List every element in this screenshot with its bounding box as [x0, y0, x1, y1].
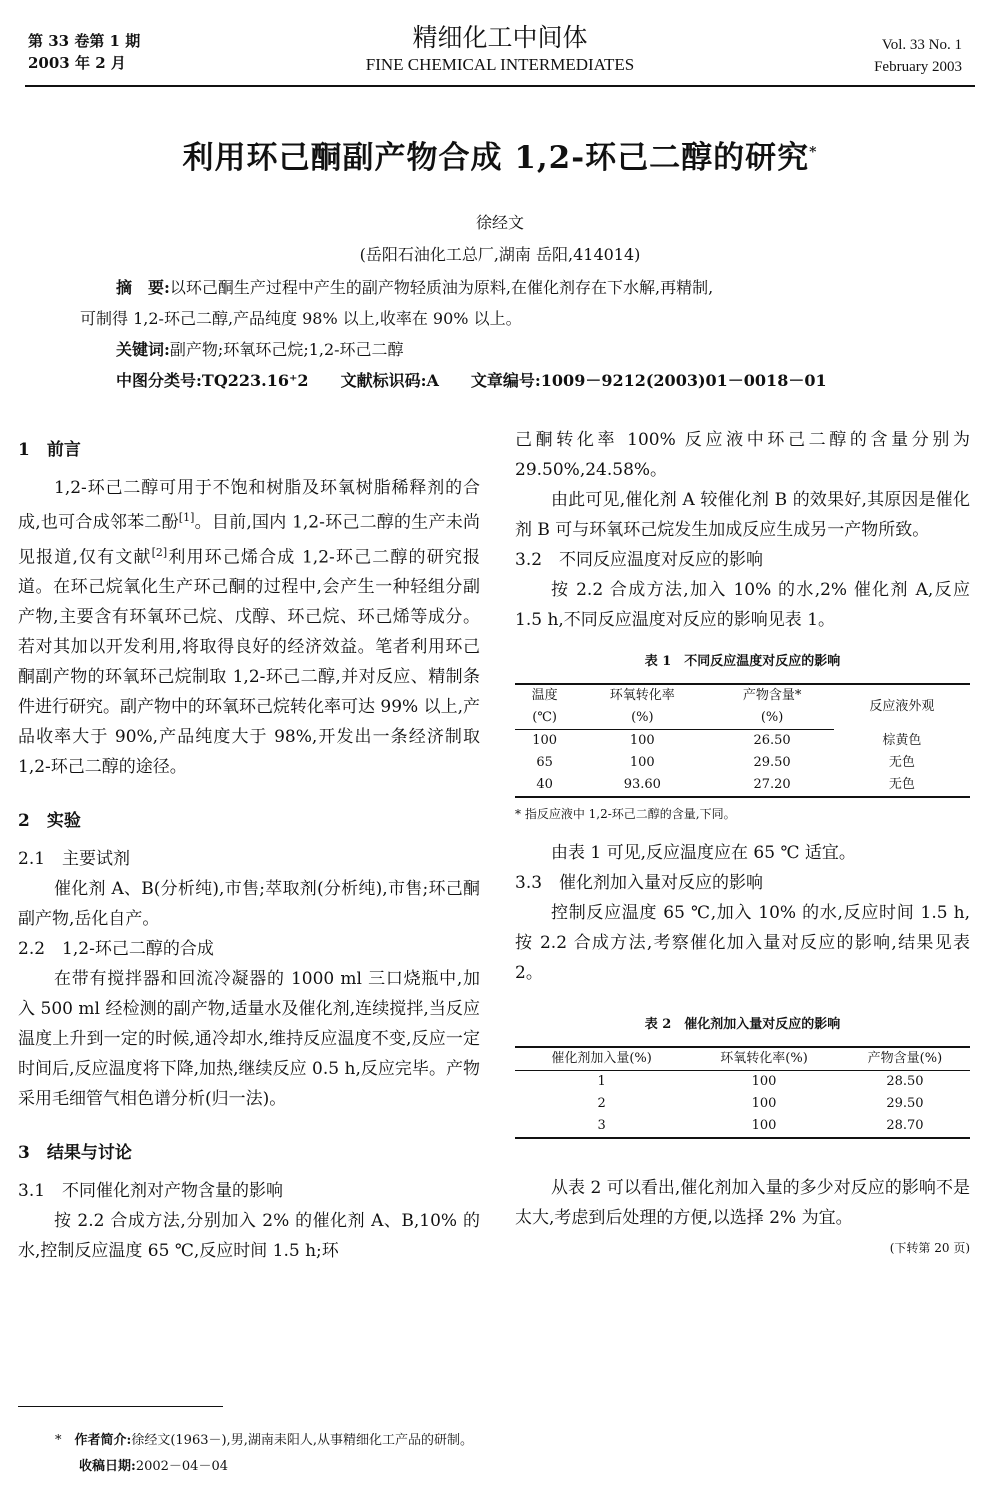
t2-cell: 100 [751, 1118, 777, 1133]
received-date-text: 2002－04－04 [135, 1459, 228, 1474]
table-row [515, 774, 970, 797]
header-rule [25, 85, 975, 87]
t1-cell: 26.50 [753, 733, 791, 748]
continued-paragraph: 己酮转化率 100% 反应液中环己二醇的含量分别为 29.50%,24.58%。 [515, 430, 970, 480]
table-2-caption: 表 2 催化剂加入量对反应的影响 [644, 1017, 841, 1032]
author-bio-label: 作者简介: [74, 1433, 132, 1448]
affiliation: (岳阳石油化工总厂,湖南 岳阳,414014) [359, 245, 641, 264]
journal-name [300, 22, 700, 76]
section-2-1-heading: 2.1 主要试剂 [18, 849, 131, 870]
journal-name-en: FINE CHEMICAL INTERMEDIATES [365, 55, 635, 74]
section-1-heading: 1 前言 [18, 440, 81, 460]
temperature-conclusion: 由表 1 可见,反应温度应在 65 ℃ 适宜。 [551, 843, 856, 863]
table-1-note: * 指反应液中 1,2-环己二醇的含量,下同。 [515, 807, 736, 821]
keywords-label: 关键词: [116, 340, 170, 359]
footnotes [55, 1428, 473, 1480]
t2-header-amount: 催化剂加入量(%) [515, 1047, 688, 1071]
t2-cell: 2 [597, 1096, 606, 1111]
t1-header-content: 产物含量* [742, 688, 802, 703]
section-2-heading: 2 实验 [18, 811, 81, 832]
table-row [515, 730, 970, 753]
issue-info-en [874, 34, 962, 78]
t1-cell: 29.50 [753, 755, 791, 770]
section-3-3-paragraph: 控制反应温度 65 ℃,加入 10% 的水,反应时间 1.5 h,按 2.2 合成方法,考察催化加入量对反应的影响,结果见表 2。 [515, 903, 970, 983]
continued-note: (下转第 20 页) [889, 1241, 970, 1255]
t2-header-conversion: 环氧转化率(%) [688, 1047, 840, 1071]
t2-cell: 3 [597, 1118, 606, 1133]
t2-cell: 28.70 [886, 1118, 924, 1133]
t1-unit-conversion: (%) [574, 707, 710, 730]
t2-cell: 28.50 [886, 1074, 924, 1089]
title-footnote-mark: * [809, 144, 818, 161]
ref-2: [2] [151, 545, 168, 559]
abstract-text2: 可制得 1,2-环己二醇,产品纯度 98% 以上,收率在 90% 以上。 [80, 309, 522, 328]
table-1 [515, 683, 970, 798]
author-bio-text: 徐经文(1963－),男,湖南耒阳人,从事精细化工产品的研制。 [131, 1433, 473, 1448]
section-2-1-paragraph: 催化剂 A、B(分析纯),市售;萃取剂(分析纯),市售;环己酮副产物,岳化自产。 [18, 879, 480, 930]
t1-header-conversion: 环氧转化率 [609, 688, 675, 703]
catalyst-conclusion: 由此可见,催化剂 A 较催化剂 B 的效果好,其原因是催化剂 B 可与环氧环己烷发生加成反应生成另一产物所致。 [515, 490, 970, 540]
section-2-2-paragraph: 在带有搅拌器和回流冷凝器的 1000 ml 三口烧瓶中,加入 500 ml 经检测的副产物,适量水及催化剂,连续搅拌,当反应温度上升到一定的时候,通冷却水,维持反应温度不变,反应一定时间后,反应温度将下降,加热,继续反应 0.5 h,反应完毕。产物采用毛细管气相色谱分析(归一法)。 [18, 969, 480, 1110]
t1-unit-temp: (℃) [515, 707, 574, 730]
classification-line: 中图分类号:TQ223.16⁺2 文献标识码:A 文章编号:1009－9212(2003)01－0018－01 [116, 371, 827, 390]
t1-cell: 93.60 [623, 777, 661, 792]
volume-en: Vol. 33 No. 1 [881, 37, 962, 53]
issue-date: 2003 年 2 月 [28, 54, 126, 72]
issue-info [28, 30, 140, 74]
section-1-text-b: 。目前,国内 1,2-环己二醇的生产未尚见报道,仅有文献 [18, 512, 480, 568]
t1-cell: 40 [536, 777, 553, 792]
section-3-1-heading: 3.1 不同催化剂对产物含量的影响 [18, 1181, 284, 1202]
t1-cell: 无色 [888, 777, 915, 792]
t2-cell: 1 [597, 1074, 606, 1089]
table-row [515, 1093, 970, 1115]
ref-1: [1] [178, 511, 195, 524]
table-row [515, 752, 970, 774]
paper-title-text: 利用环己酮副产物合成 1,2-环己二醇的研究 [182, 140, 810, 176]
t2-header-content: 产物含量(%) [840, 1047, 970, 1071]
section-3-1-paragraph: 按 2.2 合成方法,分别加入 2% 的催化剂 A、B,10% 的水,控制反应温度 65 ℃,反应时间 1.5 h;环 [18, 1211, 480, 1262]
section-3-3-heading: 3.3 催化剂加入量对反应的影响 [515, 873, 764, 893]
table-2 [515, 1046, 970, 1139]
t2-cell: 100 [751, 1096, 777, 1111]
received-date-label: 收稿日期: [79, 1459, 136, 1474]
section-3-2-heading: 3.2 不同反应温度对反应的影响 [515, 550, 764, 570]
paper-title [0, 132, 1000, 177]
received-date [55, 1454, 473, 1480]
left-column [18, 425, 480, 1266]
t1-unit-content: (%) [710, 707, 833, 730]
author-bio: * 作者简介:徐经文(1963－),男,湖南耒阳人,从事精细化工产品的研制。 [55, 1433, 473, 1448]
keywords-text: 副产物;环氧环己烷;1,2-环己二醇 [169, 340, 404, 359]
section-3-2-paragraph: 按 2.2 合成方法,加入 10% 的水,2% 催化剂 A,反应 1.5 h,不同反应温度对反应的影响见表 1。 [515, 580, 970, 630]
footnote-rule [18, 1406, 223, 1407]
author-name: 徐经文 [475, 213, 524, 232]
t2-cell: 29.50 [886, 1096, 924, 1111]
table-row [515, 1071, 970, 1094]
abstract-block [80, 272, 940, 396]
section-3-heading: 3 结果与讨论 [18, 1143, 132, 1164]
right-column [515, 425, 970, 1263]
section-1-text-c: 利用环己烯合成 1,2-环己二醇的研究报道。在环己烷氧化生产环己酮的过程中,会产生一种轻组分副产物,主要含有环氧环己烷、戊醇、环己烷、环己烯等成分。若对其加以开发利用,将取得良好的经济效益。笔者利用环己酮副产物的环氧环己烷制取 1,2-环己二醇,并对反应、精制条件进行研究。副产物中的环氧环己烷转化率可达 99% 以上,产品收率大于 90%,产品纯度大于 98%,开发出一条经济制取 1,2-环己二醇的途径。 [18, 547, 480, 778]
amount-conclusion: 从表 2 可以看出,催化剂加入量的多少对反应的影响不是太大,考虑到后处理的方便,以选择 2% 为宜。 [515, 1178, 970, 1228]
issue-volume: 第 33 卷第 1 期 [28, 32, 141, 50]
abstract-line1 [80, 272, 940, 303]
t1-cell: 棕黄色 [882, 732, 922, 748]
t1-cell: 27.20 [753, 777, 791, 792]
date-en: February 2003 [874, 59, 962, 75]
t2-cell: 100 [751, 1074, 777, 1089]
t1-cell: 100 [532, 733, 558, 748]
t1-cell: 100 [629, 755, 655, 770]
t1-header-appearance: 反应液外观 [869, 699, 935, 715]
table-1-caption: 表 1 不同反应温度对反应的影响 [644, 654, 841, 669]
section-1-paragraph [18, 473, 480, 782]
t1-cell: 100 [629, 733, 655, 748]
abstract-text1: 以环己酮生产过程中产生的副产物轻质油为原料,在催化剂存在下水解,再精制, [169, 278, 714, 297]
table-row [515, 1115, 970, 1138]
section-1-text-a: 1,2-环己二醇可用于不饱和树脂及环氧树脂稀释剂的合成,也可合成邻苯二酚 [18, 478, 480, 533]
journal-name-cn: 精细化工中间体 [412, 23, 588, 52]
keywords-line [80, 334, 940, 365]
t1-header-temp: 温度 [531, 688, 558, 703]
abstract-label: 摘 要: [116, 278, 170, 297]
t1-cell: 65 [536, 755, 553, 770]
section-2-2-heading: 2.2 1,2-环己二醇的合成 [18, 939, 214, 960]
t1-cell: 无色 [888, 755, 915, 770]
